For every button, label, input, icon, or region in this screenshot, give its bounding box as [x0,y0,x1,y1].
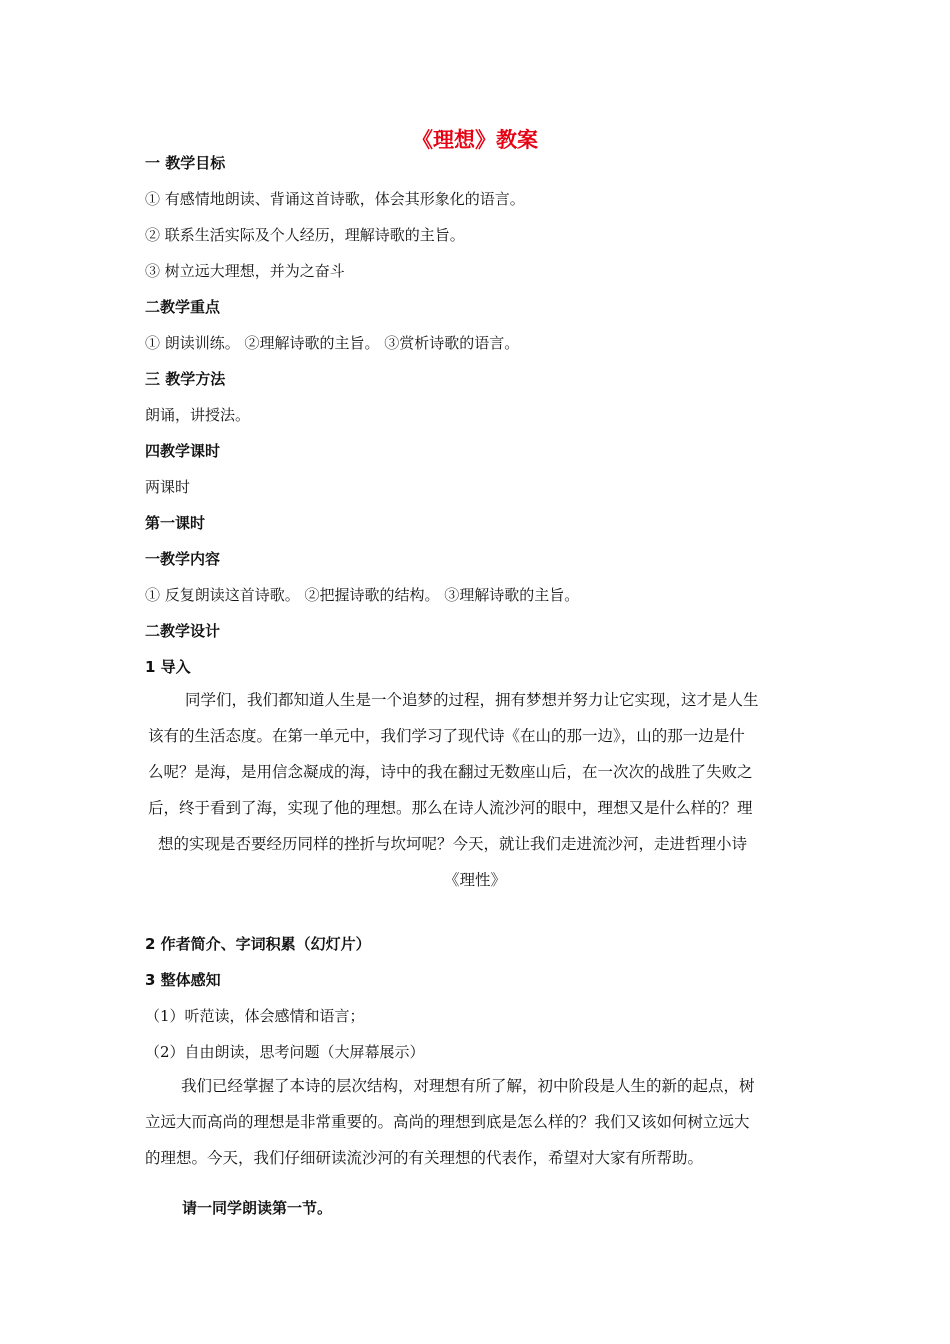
heading-teaching-design: 二教学设计 [145,622,221,640]
goal-item-2: ② 联系生活实际及个人经历，理解诗歌的主旨。 [145,226,465,244]
body-line: 立远大而高尚的理想是非常重要的。高尚的理想到底是怎么样的？我们又该如何树立远大 [145,1113,750,1131]
heading-class-hours: 四教学课时 [145,442,221,460]
reading-instruction: 请一同学朗读第一节。 [182,1199,333,1217]
intro-line: 后，终于看到了海，实现了他的理想。那么在诗人流沙河的眼中，理想又是什么样的？理 [148,799,753,817]
step-item-2: （2）自由朗读，思考问题（大屏幕展示） [145,1043,425,1061]
focus-items: ① 朗读训练。 ②理解诗歌的主旨。 ③赏析诗歌的语言。 [145,334,520,352]
heading-teaching-focus: 二教学重点 [145,298,221,316]
body-line: 的理想。今天，我们仔细研读流沙河的有关理想的代表作，希望对大家有所帮助。 [145,1149,704,1167]
goal-item-3: ③ 树立远大理想，并为之奋斗 [145,262,345,280]
method-text: 朗诵，讲授法。 [145,406,251,424]
intro-line: 么呢？是海，是用信念凝成的海，诗中的我在翻过无数座山后，在一次次的战胜了失败之 [148,763,753,781]
heading-teaching-content: 一教学内容 [145,550,221,568]
intro-line: 想的实现是否要经历同样的挫折与坎坷呢？今天，就让我们走进流沙河，走进哲理小诗 [158,835,748,853]
intro-line: 同学们，我们都知道人生是一个追梦的过程，拥有梦想并努力让它实现，这才是人生 [185,691,759,709]
hours-text: 两课时 [145,478,191,496]
body-paragraph [145,1068,815,1176]
heading-author-intro: 2 作者简介、字词积累（幻灯片） [145,935,371,953]
heading-first-lesson: 第一课时 [145,514,206,532]
content-items: ① 反复朗读这首诗歌。 ②把握诗歌的结构。 ③理解诗歌的主旨。 [145,586,580,604]
document-title: 《理想》教案 [412,128,538,152]
heading-teaching-method: 三 教学方法 [145,370,226,388]
heading-introduction: 1 导入 [145,658,191,676]
heading-overall-perception: 3 整体感知 [145,971,221,989]
goal-item-1: ① 有感情地朗读、背诵这首诗歌，体会其形象化的语言。 [145,190,525,208]
intro-line: 该有的生活态度。在第一单元中，我们学习了现代诗《在山的那一边》，山的那一边是什 [148,727,745,745]
heading-teaching-goals: 一 教学目标 [145,154,226,172]
body-line: 我们已经掌握了本诗的层次结构，对理想有所了解，初中阶段是人生的新的起点，树 [181,1077,755,1095]
step-item-1: （1）听范读，体会感情和语言； [145,1007,365,1025]
intro-paragraph [145,682,805,898]
intro-line: 《理性》 [443,871,506,889]
